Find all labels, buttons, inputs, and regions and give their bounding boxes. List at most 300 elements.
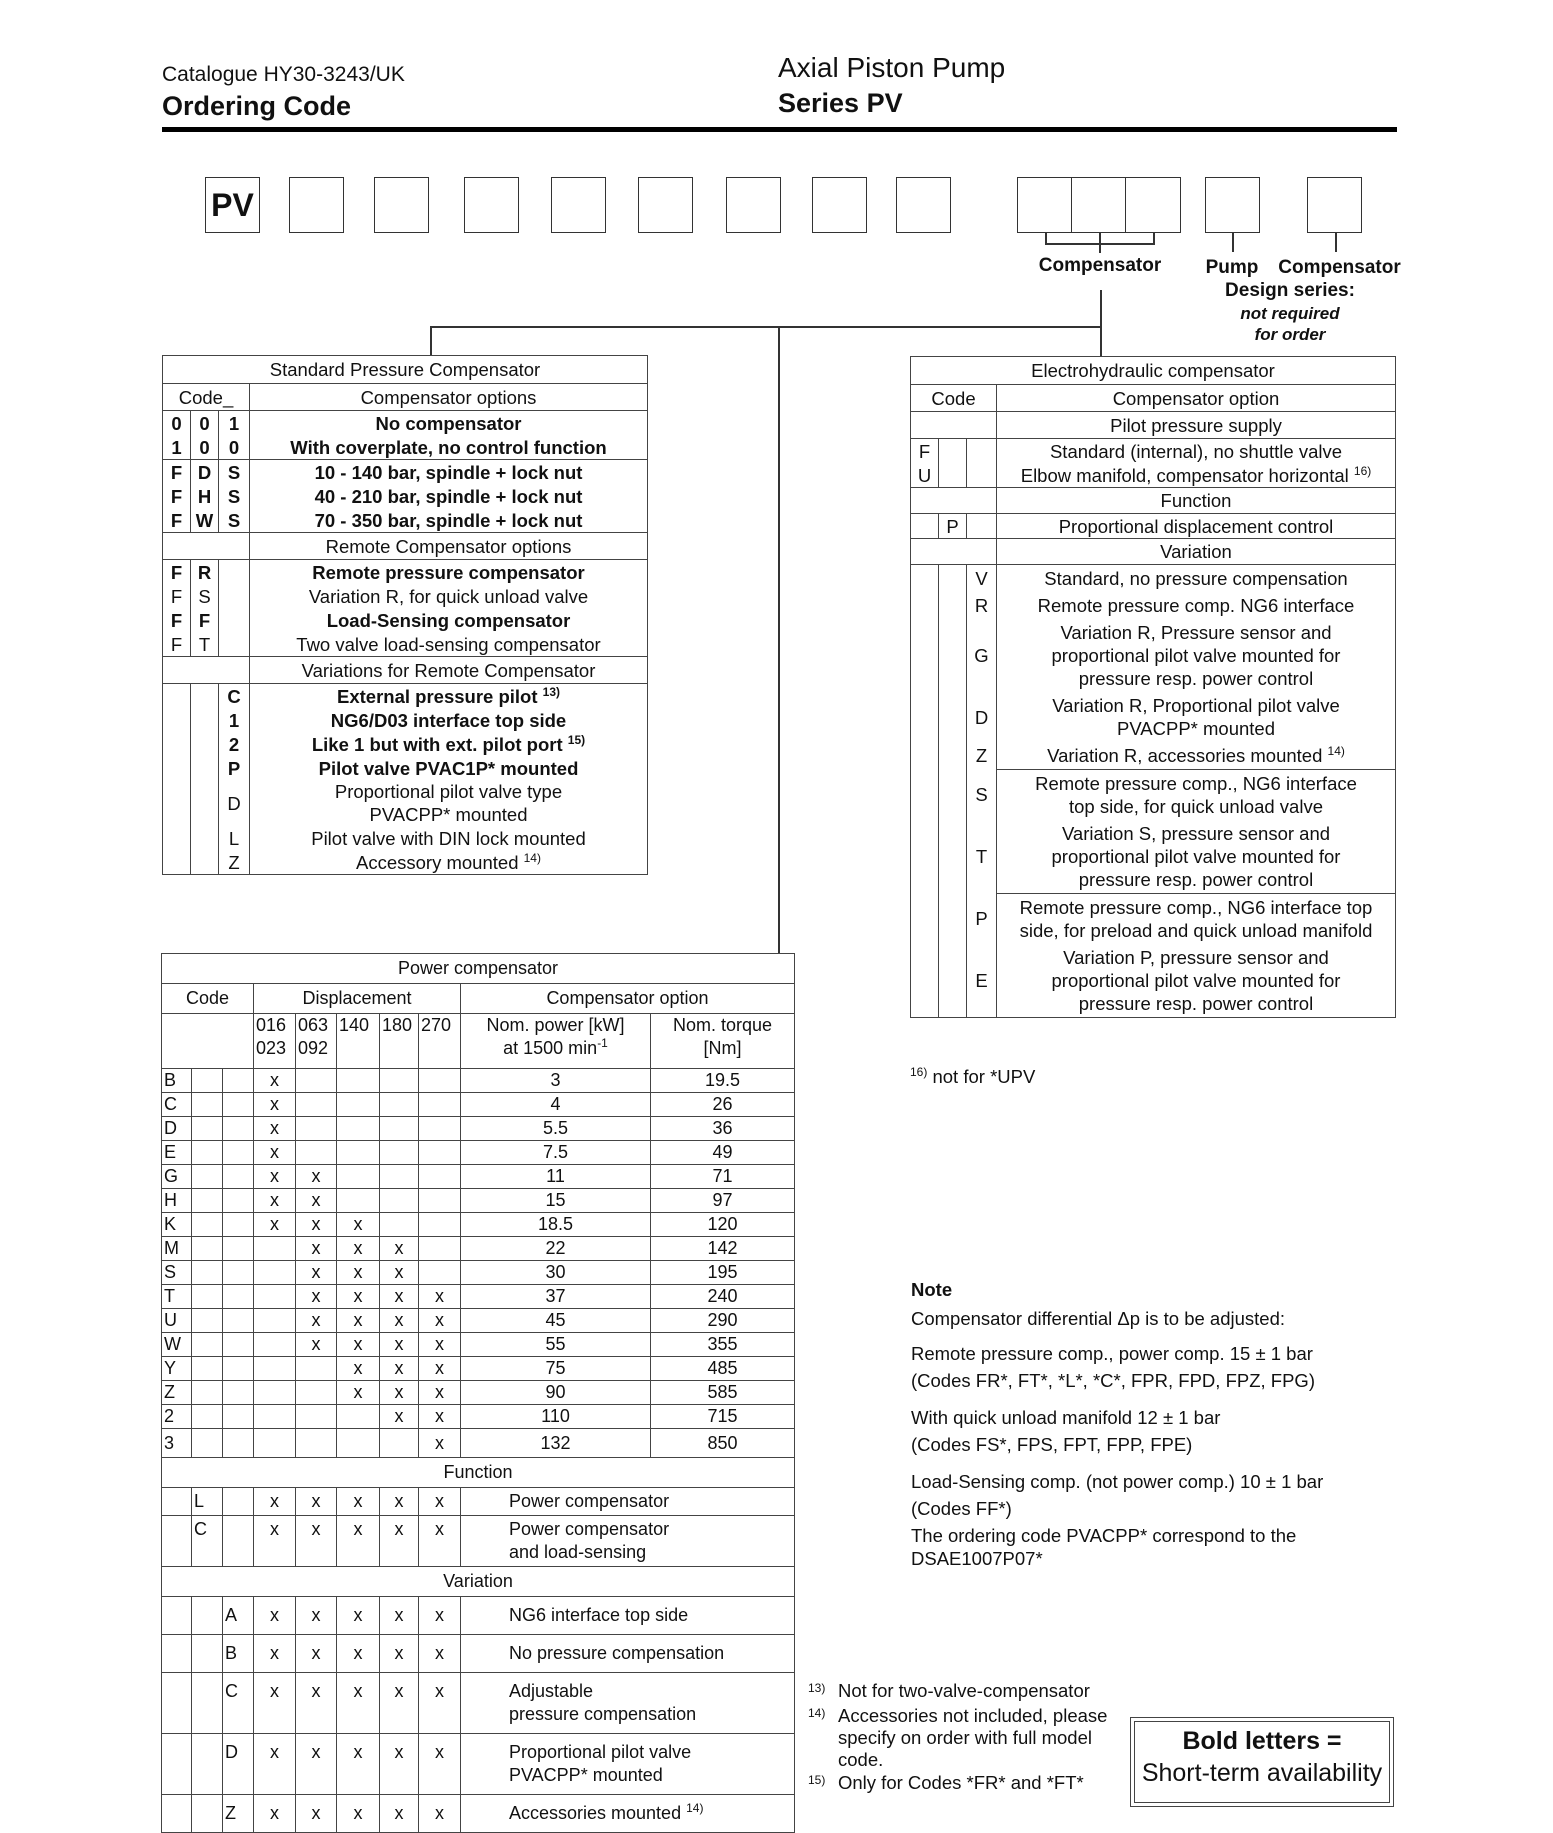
option-cell <box>250 608 648 632</box>
code-cell: Z <box>223 1795 254 1833</box>
availability-mark: x <box>296 1597 337 1635</box>
torque-value: 850 <box>651 1429 795 1458</box>
code-cell: S <box>191 584 219 608</box>
code-cell: V <box>967 565 997 593</box>
power-value: 15 <box>461 1189 651 1213</box>
empty-cell <box>192 1165 223 1189</box>
code-cell: D <box>967 692 997 742</box>
code-cell: D <box>162 1117 192 1141</box>
empty-cell <box>911 514 939 539</box>
empty-cell <box>163 684 191 709</box>
availability-mark <box>254 1309 296 1333</box>
availability-mark: x <box>419 1597 461 1635</box>
table-row <box>163 708 648 732</box>
connector-line <box>430 326 1101 328</box>
table-row <box>911 692 1396 742</box>
power-compensator-table <box>161 953 795 1833</box>
footnote-item: 13) Not for two-valve-compensator <box>808 1680 1126 1702</box>
availability-mark: x <box>380 1357 419 1381</box>
option-text: Elbow manifold, compensator horizontal <box>1020 464 1349 486</box>
code-cell: C <box>223 1673 254 1734</box>
option-text: Adjustable <box>509 1681 594 1701</box>
torque-value: 585 <box>651 1381 795 1405</box>
code-cell: F <box>163 484 191 508</box>
code-cell: 0 <box>219 435 250 460</box>
code-cell: W <box>162 1333 192 1357</box>
table-row <box>911 742 1396 770</box>
displacement-size: 023 <box>256 1038 287 1058</box>
empty-cell <box>939 619 967 692</box>
availability-mark: x <box>380 1516 419 1567</box>
code-header: Code_ <box>163 384 250 411</box>
displacement-size: 016 <box>256 1015 287 1035</box>
torque-value: 355 <box>651 1333 795 1357</box>
empty-cell <box>162 1635 192 1673</box>
availability-mark <box>380 1141 419 1165</box>
footnote-text <box>838 1772 1126 1794</box>
availability-mark <box>296 1141 337 1165</box>
availability-mark: x <box>254 1165 296 1189</box>
displacement-header: Displacement <box>254 984 461 1014</box>
footnote-item: 14) Accessories not included, please specify on order with full model code. <box>808 1705 1126 1771</box>
options-header: Compensator options <box>250 384 648 411</box>
standard-pressure-compensator-table <box>162 355 648 875</box>
table-row <box>162 1189 795 1213</box>
code-cell: P <box>967 894 997 945</box>
note-line: (Codes FR*, FT*, *L*, *C*, FPR, FPD, FPZ, FPG) <box>911 1370 1315 1391</box>
empty-cell <box>192 1635 223 1673</box>
option-cell <box>250 484 648 508</box>
design-series-label: Design series: <box>1225 280 1355 301</box>
availability-mark: x <box>296 1333 337 1357</box>
table-row <box>163 850 648 875</box>
empty-cell <box>223 1213 254 1237</box>
availability-mark <box>380 1165 419 1189</box>
code-box-5 <box>551 177 606 233</box>
empty-cell <box>162 1734 192 1795</box>
power-value: 75 <box>461 1357 651 1381</box>
footnote-text <box>838 1705 1126 1771</box>
empty-cell <box>967 439 997 464</box>
option-cell <box>250 460 648 485</box>
option-header: Compensator option <box>997 385 1396 412</box>
code-cell: 1 <box>163 435 191 460</box>
availability-mark <box>254 1333 296 1357</box>
footnote-line: code. <box>838 1749 884 1770</box>
option-header: Compensator option <box>461 984 795 1014</box>
empty-cell <box>191 850 219 875</box>
availability-mark: x <box>254 1597 296 1635</box>
option-cell <box>250 508 648 533</box>
empty-cell <box>223 1069 254 1093</box>
option-cell <box>997 770 1396 821</box>
code-cell: B <box>162 1069 192 1093</box>
note-line: With quick unload manifold 12 ± 1 bar <box>911 1407 1221 1428</box>
availability-mark: x <box>296 1285 337 1309</box>
availability-mark: x <box>419 1381 461 1405</box>
torque-header-line: Nom. torque <box>672 1015 773 1035</box>
note-line: Load-Sensing comp. (not power comp.) 10 ± 1 bar <box>911 1471 1324 1492</box>
empty-cell <box>192 1333 223 1357</box>
product-title: Axial Piston Pump <box>778 52 1006 83</box>
table-row <box>162 1165 795 1189</box>
electrohydraulic-compensator-table <box>910 356 1396 1018</box>
availability-mark: x <box>419 1635 461 1673</box>
table-row <box>163 435 648 460</box>
option-text: pressure resp. power control <box>1078 993 1314 1014</box>
section-title: Ordering Code <box>162 91 352 121</box>
table-row <box>162 1597 795 1635</box>
option-text: Remote pressure comp. NG6 interface <box>1037 595 1355 616</box>
availability-mark: x <box>337 1795 380 1833</box>
code-header: Code <box>162 984 254 1014</box>
power-value: 4 <box>461 1093 651 1117</box>
option-cell <box>997 592 1396 619</box>
availability-mark: x <box>337 1516 380 1567</box>
option-text: Standard, no pressure compensation <box>1044 568 1348 589</box>
table-row <box>162 1333 795 1357</box>
code-box-pv-text: PV <box>211 186 254 223</box>
availability-mark <box>337 1405 380 1429</box>
power-value: 7.5 <box>461 1141 651 1165</box>
footnote-text <box>838 1680 1126 1702</box>
torque-value: 49 <box>651 1141 795 1165</box>
option-cell <box>461 1734 795 1795</box>
code-box-compensator-design <box>1307 177 1362 233</box>
displacement-size: 270 <box>421 1015 452 1035</box>
power-header-line: Nom. power [kW] <box>486 1015 625 1035</box>
displacement-col-header <box>296 1014 337 1069</box>
availability-mark <box>254 1285 296 1309</box>
footnote-line: Only for Codes *FR* and *FT* <box>838 1772 1084 1793</box>
empty-cell <box>911 820 939 894</box>
availability-mark <box>419 1261 461 1285</box>
power-header-exponent: -1 <box>597 1036 608 1050</box>
empty-cell <box>223 1165 254 1189</box>
empty-cell <box>911 742 939 770</box>
power-value: 45 <box>461 1309 651 1333</box>
code-box-3 <box>374 177 429 233</box>
option-cell <box>250 560 648 585</box>
empty-cell <box>192 1673 223 1734</box>
power-value: 22 <box>461 1237 651 1261</box>
code-cell: L <box>192 1488 223 1516</box>
code-cell: T <box>162 1285 192 1309</box>
availability-mark: x <box>419 1309 461 1333</box>
table-row <box>162 1285 795 1309</box>
table-row <box>162 1237 795 1261</box>
header-rule <box>162 127 1397 132</box>
availability-mark: x <box>419 1673 461 1734</box>
empty-cell <box>911 539 997 565</box>
availability-mark: x <box>419 1357 461 1381</box>
code-cell: S <box>162 1261 192 1285</box>
code-cell: D <box>223 1734 254 1795</box>
availability-mark <box>380 1069 419 1093</box>
empty-cell <box>939 439 967 464</box>
code-box-4 <box>464 177 519 233</box>
table-row <box>162 1488 795 1516</box>
compensator-design-label: Compensator <box>1278 257 1401 278</box>
empty-cell <box>223 1333 254 1357</box>
availability-mark <box>337 1165 380 1189</box>
code-cell: R <box>191 560 219 585</box>
option-text: Load-Sensing compensator <box>326 609 571 631</box>
option-text: NG6/D03 interface top side <box>330 709 567 731</box>
table-row <box>911 514 1396 539</box>
availability-mark: x <box>337 1673 380 1734</box>
availability-mark <box>337 1141 380 1165</box>
footnote-text: not for *UPV <box>932 1066 1036 1087</box>
power-value: 3 <box>461 1069 651 1093</box>
code-cell: 1 <box>219 411 250 436</box>
empty-cell <box>163 780 191 826</box>
option-cell <box>997 820 1396 894</box>
code-box-7 <box>726 177 781 233</box>
table-row <box>163 826 648 850</box>
torque-value: 290 <box>651 1309 795 1333</box>
availability-mark <box>419 1165 461 1189</box>
availability-mark: x <box>419 1795 461 1833</box>
note-line: The ordering code PVACPP* correspond to the <box>911 1525 1297 1546</box>
torque-value: 240 <box>651 1285 795 1309</box>
code-cell: H <box>191 484 219 508</box>
option-text: Variation R, for quick unload valve <box>308 585 589 607</box>
table-row <box>911 463 1396 488</box>
code-box-compensator-2 <box>1071 177 1127 233</box>
table-row <box>163 732 648 756</box>
table-row <box>162 1429 795 1458</box>
empty-cell <box>162 1516 192 1567</box>
availability-mark: x <box>296 1309 337 1333</box>
option-text: With coverplate, no control function <box>290 436 607 458</box>
empty-cell <box>192 1189 223 1213</box>
option-text: proportional pilot valve mounted for <box>1051 645 1341 666</box>
empty-cell <box>223 1117 254 1141</box>
power-header-line: at 1500 min <box>503 1038 598 1058</box>
code-cell: M <box>162 1237 192 1261</box>
availability-mark: x <box>337 1734 380 1795</box>
code-cell: F <box>163 632 191 657</box>
empty-cell <box>192 1093 223 1117</box>
code-cell: W <box>191 508 219 533</box>
empty-cell <box>162 1488 192 1516</box>
displacement-col-header <box>380 1014 419 1069</box>
option-cell <box>250 584 648 608</box>
table-row <box>162 1093 795 1117</box>
note-line: DSAE1007P07* <box>911 1548 1043 1569</box>
for-order-label: for order <box>1254 325 1326 344</box>
availability-mark <box>254 1261 296 1285</box>
availability-mark: x <box>380 1261 419 1285</box>
option-cell <box>997 514 1396 539</box>
code-cell: D <box>191 460 219 485</box>
empty-cell <box>223 1093 254 1117</box>
option-text: Remote pressure comp., NG6 interface <box>1035 773 1357 794</box>
availability-mark <box>380 1117 419 1141</box>
code-cell: F <box>191 608 219 632</box>
empty-cell <box>163 756 191 780</box>
availability-mark: x <box>254 1488 296 1516</box>
availability-mark: x <box>380 1285 419 1309</box>
option-text: 70 - 350 bar, spindle + lock nut <box>314 509 583 531</box>
availability-mark <box>296 1117 337 1141</box>
availability-mark <box>296 1381 337 1405</box>
code-cell: E <box>967 944 997 1018</box>
option-cell <box>997 619 1396 692</box>
availability-mark: x <box>419 1516 461 1567</box>
remote-options-header: Remote Compensator options <box>250 533 648 560</box>
compensator-label: Compensator <box>1038 255 1162 276</box>
option-text: Power compensator <box>509 1519 670 1539</box>
connector-line <box>778 326 780 953</box>
empty-cell <box>939 565 967 593</box>
code-cell: G <box>967 619 997 692</box>
availability-mark: x <box>337 1635 380 1673</box>
power-value: 30 <box>461 1261 651 1285</box>
displacement-size: 140 <box>339 1015 370 1035</box>
empty-cell <box>911 412 997 439</box>
option-text: Proportional pilot valve type <box>334 781 563 802</box>
code-cell: S <box>219 484 250 508</box>
torque-value: 120 <box>651 1213 795 1237</box>
table-row <box>162 1381 795 1405</box>
availability-mark <box>337 1093 380 1117</box>
option-cell <box>997 692 1396 742</box>
availability-mark <box>254 1429 296 1458</box>
option-text: pressure resp. power control <box>1078 668 1314 689</box>
torque-value: 26 <box>651 1093 795 1117</box>
code-cell: 3 <box>162 1429 192 1458</box>
option-text: PVACPP* mounted <box>509 1765 663 1785</box>
code-box-compensator-1 <box>1017 177 1073 233</box>
option-text: pressure compensation <box>509 1704 697 1724</box>
code-cell: H <box>162 1189 192 1213</box>
code-cell: S <box>967 770 997 821</box>
code-cell: L <box>219 826 250 850</box>
empty-cell <box>192 1213 223 1237</box>
code-box-compensator-3 <box>1125 177 1181 233</box>
empty-cell <box>192 1141 223 1165</box>
option-cell <box>461 1488 795 1516</box>
empty-cell <box>163 533 250 560</box>
code-cell: 0 <box>191 411 219 436</box>
availability-mark: x <box>337 1333 380 1357</box>
availability-mark: x <box>254 1734 296 1795</box>
empty-cell <box>939 592 967 619</box>
option-text: Pilot valve with DIN lock mounted <box>311 827 586 849</box>
table-row <box>162 1635 795 1673</box>
option-cell <box>997 944 1396 1018</box>
code-cell <box>219 584 250 608</box>
option-cell <box>461 1673 795 1734</box>
footnote-ref: 14) <box>523 850 541 865</box>
empty-cell <box>162 1673 192 1734</box>
availability-mark: x <box>296 1635 337 1673</box>
empty-cell <box>911 488 997 514</box>
code-cell: F <box>163 584 191 608</box>
pump-label: Pump <box>1205 257 1259 278</box>
availability-mark: x <box>254 1516 296 1567</box>
code-cell: Z <box>967 742 997 770</box>
empty-cell <box>911 592 939 619</box>
torque-col-header <box>651 1014 795 1069</box>
power-value: 55 <box>461 1333 651 1357</box>
code-cell: 1 <box>219 708 250 732</box>
code-header: Code <box>911 385 997 412</box>
table-title: Standard Pressure Compensator <box>163 356 648 384</box>
option-text: Variation S, pressure sensor and <box>1061 823 1331 844</box>
availability-mark: x <box>380 1795 419 1833</box>
availability-mark <box>419 1213 461 1237</box>
availability-mark <box>296 1429 337 1458</box>
note-line: (Codes FF*) <box>911 1498 1012 1519</box>
series-title: Series PV <box>778 88 903 118</box>
option-text: Proportional pilot valve <box>509 1742 692 1762</box>
code-cell: C <box>162 1093 192 1117</box>
code-cell: Y <box>162 1357 192 1381</box>
table-row <box>163 560 648 585</box>
option-text: Remote pressure comp., NG6 interface top <box>1019 897 1373 918</box>
code-cell: P <box>219 756 250 780</box>
code-cell: 0 <box>163 411 191 436</box>
table-row <box>911 820 1396 894</box>
option-cell <box>461 1795 795 1833</box>
table-row <box>163 584 648 608</box>
table-row <box>162 1261 795 1285</box>
empty-cell <box>191 826 219 850</box>
code-cell: S <box>219 508 250 533</box>
empty-cell <box>223 1405 254 1429</box>
empty-cell <box>192 1285 223 1309</box>
function-header: Function <box>162 1458 795 1488</box>
option-text: NG6 interface top side <box>509 1605 689 1625</box>
availability-mark: x <box>380 1635 419 1673</box>
empty-cell <box>223 1488 254 1516</box>
empty-cell <box>223 1309 254 1333</box>
power-value: 5.5 <box>461 1117 651 1141</box>
empty-cell <box>192 1381 223 1405</box>
option-text: Accessory mounted <box>356 851 519 873</box>
power-value: 18.5 <box>461 1213 651 1237</box>
empty-cell <box>192 1405 223 1429</box>
displacement-size: 063 <box>298 1015 329 1035</box>
empty-cell <box>223 1357 254 1381</box>
availability-mark: x <box>380 1405 419 1429</box>
option-cell <box>997 565 1396 593</box>
availability-mark: x <box>254 1093 296 1117</box>
not-required-label: not required <box>1240 304 1340 323</box>
catalogue-number: Catalogue HY30-3243/UK <box>162 63 405 86</box>
availability-mark: x <box>337 1488 380 1516</box>
code-cell: 2 <box>219 732 250 756</box>
empty-cell <box>191 708 219 732</box>
availability-mark: x <box>337 1285 380 1309</box>
empty-cell <box>223 1189 254 1213</box>
availability-mark: x <box>380 1309 419 1333</box>
code-cell: C <box>219 684 250 709</box>
legend-line-1: Bold letters = <box>1182 1727 1342 1755</box>
table-row <box>911 944 1396 1018</box>
option-text: Variation R, Proportional pilot valve <box>1052 695 1340 716</box>
empty-cell <box>192 1309 223 1333</box>
option-cell <box>250 826 648 850</box>
empty-cell <box>223 1429 254 1458</box>
code-box-2 <box>289 177 344 233</box>
empty-cell <box>223 1141 254 1165</box>
option-text: Accessories mounted <box>509 1803 682 1823</box>
availability-mark <box>254 1237 296 1261</box>
